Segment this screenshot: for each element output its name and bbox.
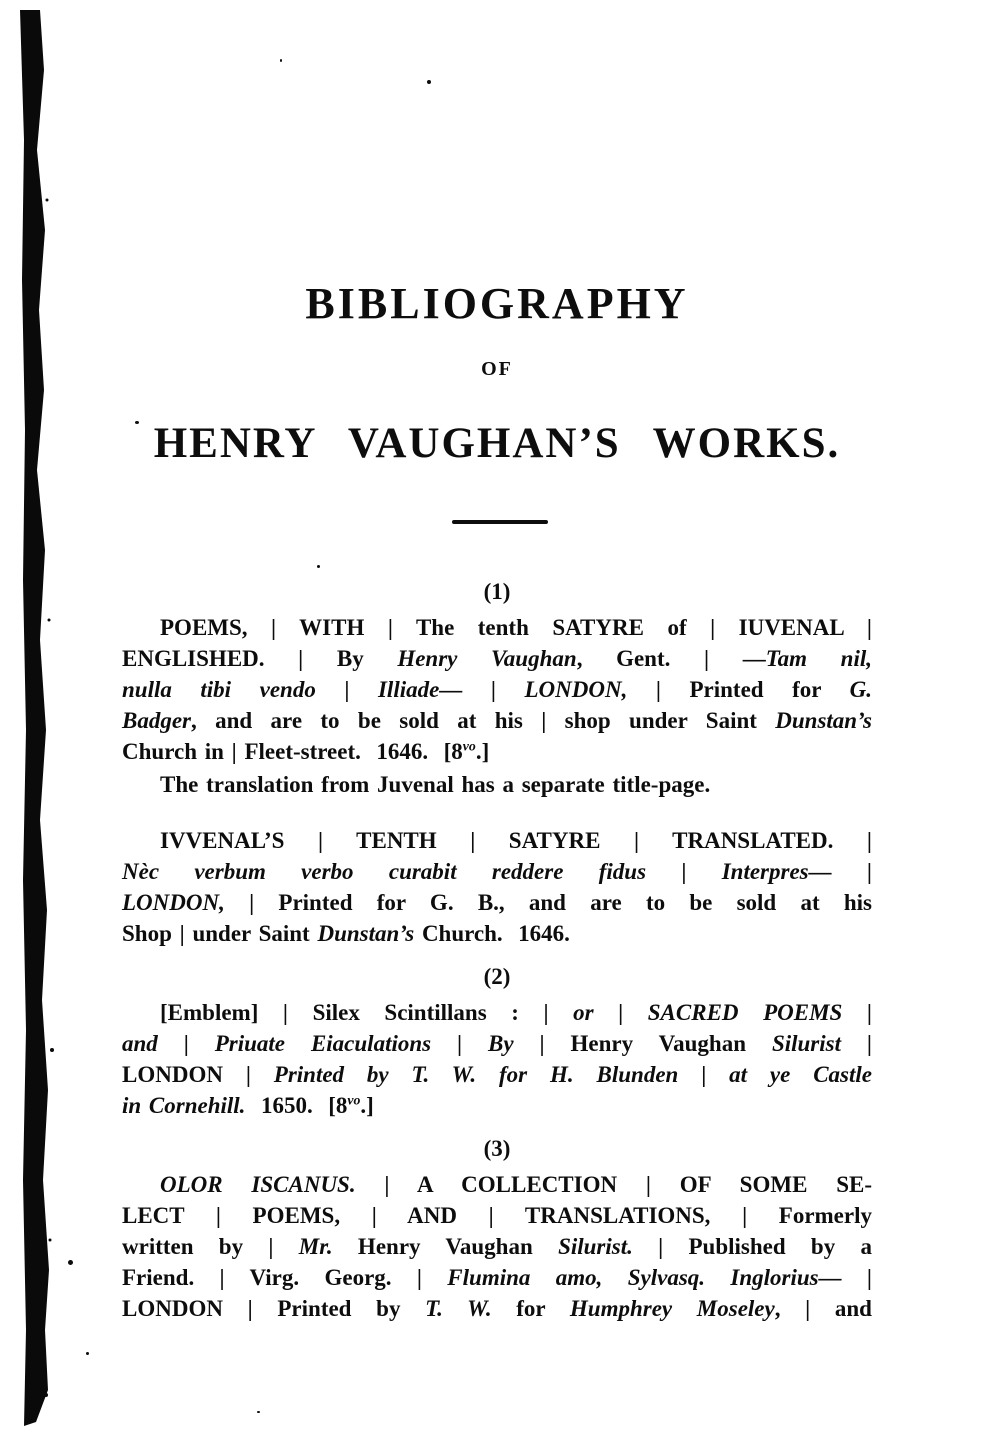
- text-line: LONDON | Printed by T. W. for H. Blunden | at ye Castle: [122, 1062, 872, 1087]
- text-line: IVVENAL’S | TENTH | SATYRE | TRANSLATED. |: [160, 828, 872, 853]
- heading-of-label: OF: [481, 358, 513, 380]
- entry-paragraph: [122, 1169, 872, 1324]
- text-line: The translation from Juvenal has a separate title-page.: [160, 772, 711, 797]
- text-line: Friend. | Virg. Georg. | Flumina amo, Sylvasq. Inglorius— |: [122, 1265, 872, 1290]
- scan-gutter-shadow: [0, 0, 70, 1449]
- text-line: in Cornehill. 1650. $[8^{vo}.]$: [122, 1092, 374, 1118]
- page-title: BIBLIOGRAPHY: [305, 279, 689, 328]
- text-line: Nèc verbum verbo curabit reddere fidus | Interpres— |: [122, 859, 872, 884]
- ink-speck: [86, 1352, 89, 1355]
- text-line: Church in | Fleet-street. 1646. $[8^{vo}.]$: [122, 738, 490, 764]
- ink-speck: [280, 59, 282, 62]
- ink-speck: [257, 1411, 260, 1413]
- text-line: Badger, and are to be sold at his | shop under Saint Dunstan’s: [122, 708, 872, 733]
- entry-number: (3): [483, 1136, 511, 1161]
- entry-paragraph: [122, 612, 872, 767]
- text-line: POEMS, | WITH | The tenth SATYRE of | IUVENAL |: [160, 615, 872, 640]
- text-line: written by | Mr. Henry Vaughan Silurist. | Published by a: [122, 1234, 873, 1259]
- entry-paragraph: [122, 997, 872, 1121]
- text-line: [Emblem] | Silex Scintillans : | or | SACRED POEMS |: [160, 1000, 872, 1025]
- text-line: LONDON | Printed by T. W. for Humphrey Moseley, | and: [122, 1296, 872, 1321]
- ink-speck: [427, 80, 431, 84]
- text-line: LONDON, | Printed for G. B., and are to be sold at his: [122, 890, 872, 915]
- entry-number: (1): [483, 579, 511, 604]
- entry-note: [122, 769, 872, 800]
- ink-speck: [68, 1260, 73, 1265]
- text-line: Shop | under Saint Dunstan’s Church. 1646.: [122, 921, 570, 946]
- text-line: ENGLISHED. | By Henry Vaughan, Gent. | —Tam nil,: [122, 646, 873, 671]
- text-line: nulla tibi vendo | Illiade— | LONDON, | Printed for G.: [122, 677, 872, 702]
- work-title: HENRY VAUGHAN’S WORKS.: [153, 420, 841, 467]
- title-divider-rule: [452, 520, 548, 524]
- bibliography-entries: [122, 576, 872, 1324]
- entry-paragraph: [122, 825, 872, 949]
- entry-number: (2): [483, 964, 511, 989]
- text-line: LECT | POEMS, | AND | TRANSLATIONS, | Formerly: [122, 1203, 872, 1228]
- ink-speck: [317, 565, 320, 568]
- text-line: OLOR ISCANUS. | A COLLECTION | OF SOME SE-: [160, 1172, 873, 1197]
- text-line: and | Priuate Eiaculations | By | Henry Vaughan Silurist |: [122, 1031, 872, 1056]
